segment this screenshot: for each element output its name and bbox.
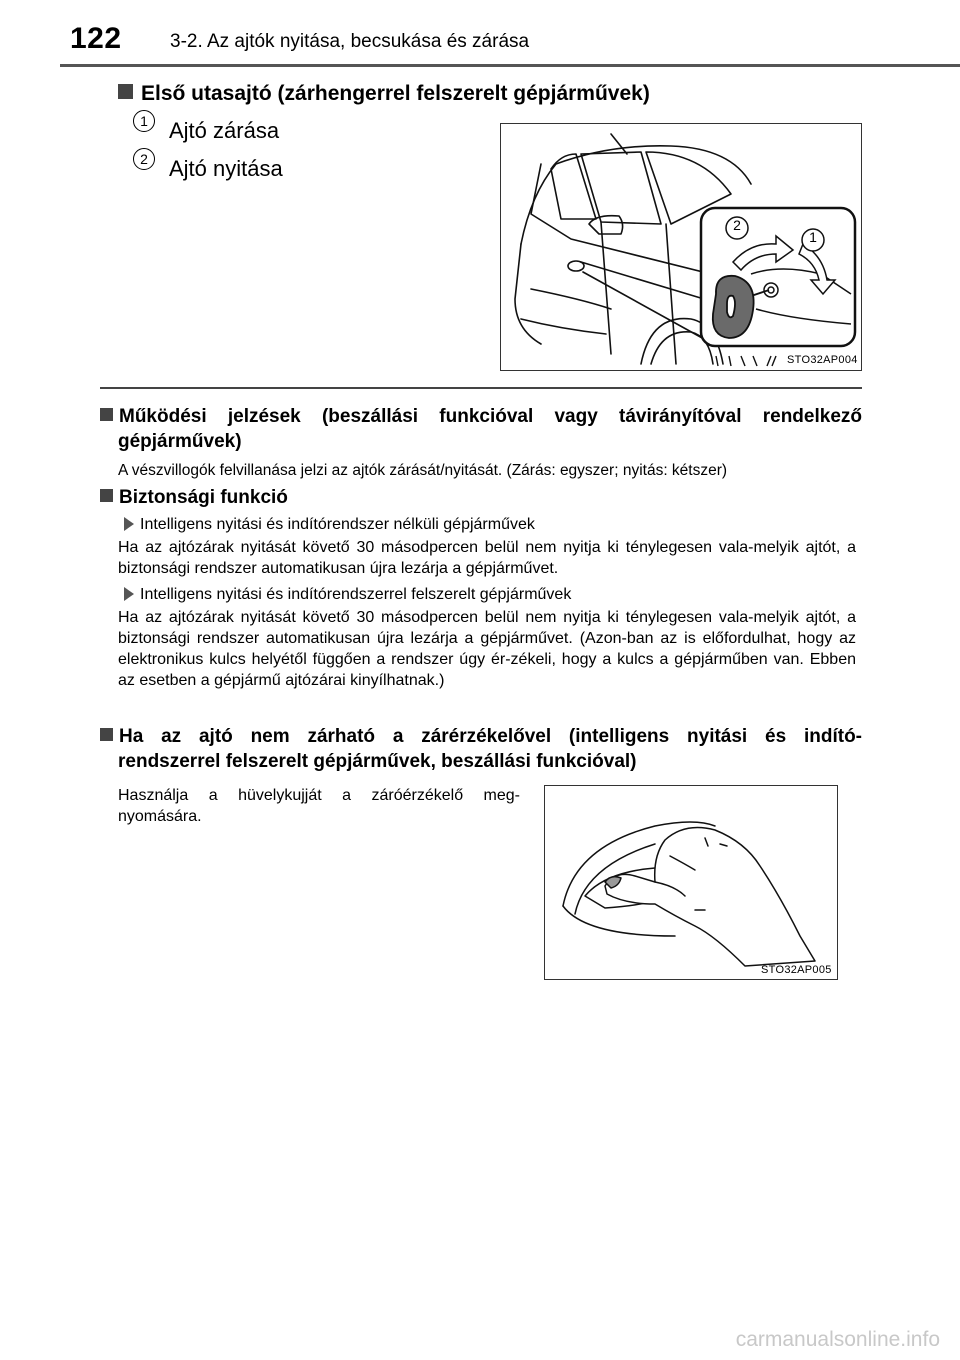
square-bullet-icon bbox=[100, 489, 113, 502]
sub-heading-with-smart: Intelligens nyitási és indítórendszerrel felszerelt gépjárművek bbox=[124, 584, 571, 605]
step-label: Ajtó zárása bbox=[169, 118, 280, 143]
page-number: 122 bbox=[70, 22, 122, 55]
watermark: carmanualsonline.info bbox=[735, 1328, 940, 1351]
security-text-2: Ha az ajtózárak nyitását követő 30 másodpercen belül nem nyitja ki ténylegesen vala-melyik ajtót, a biztonsági rendszer automatikusan újra lezárja a gépjárművet. (Azon-ban az is előfordulhat, hogy az elektronikus kulcs helyétől függően a rendszer úgy ér-zékeli, hogy a kulcs a gépjárműben van. Ebben az esetben a gépjármű ajtózárai kinyílhatnak.) bbox=[118, 609, 856, 689]
step-number-badge: 2 bbox=[133, 148, 155, 170]
car-door-illustration bbox=[501, 124, 861, 370]
callout-number: 2 bbox=[733, 217, 741, 233]
callout-number: 1 bbox=[809, 229, 817, 245]
signals-text: A vészvillogók felvillanása jelzi az ajtók zárását/nyitását. (Zárás: egyszer; nyitás: kétszer) bbox=[118, 462, 728, 479]
sub-heading-without-smart: Intelligens nyitási és indítórendszer nélküli gépjárművek bbox=[124, 514, 535, 535]
figure-hand-door-handle bbox=[544, 785, 838, 980]
step-label: Ajtó nyitása bbox=[169, 156, 283, 181]
section-title-front-door: Első utasajtó (zárhengerrel felszerelt gépjárművek) bbox=[118, 82, 650, 106]
section-title-signals: Működési jelzések (beszállási funkcióval vagy távirányítóval rendelkező gépjárművek) bbox=[100, 404, 862, 454]
lock-sensor-text: Használja a hüvelykujját a záróérzékelő meg-nyomására. bbox=[118, 787, 520, 825]
section-title-security: Biztonsági funkció bbox=[100, 485, 288, 510]
figure-code: STO32AP005 bbox=[761, 964, 832, 976]
square-bullet-icon bbox=[100, 408, 113, 421]
chapter-title: 3-2. Az ajtók nyitása, becsukása és zárása bbox=[170, 31, 530, 52]
square-bullet-icon bbox=[100, 728, 113, 741]
step-number-badge: 1 bbox=[133, 110, 155, 132]
triangle-bullet-icon bbox=[124, 517, 134, 531]
square-bullet-icon bbox=[118, 84, 133, 99]
figure-car-key-cylinder bbox=[500, 123, 862, 371]
step-unlock bbox=[133, 151, 283, 182]
section-divider bbox=[100, 387, 862, 389]
step-lock bbox=[133, 113, 280, 144]
security-text-1: Ha az ajtózárak nyitását követő 30 másodpercen belül nem nyitja ki ténylegesen vala-melyik ajtót, a biztonsági rendszer automatikusan újra lezárja a gépjárművet. bbox=[118, 539, 856, 577]
triangle-bullet-icon bbox=[124, 587, 134, 601]
hand-pressing-sensor-illustration bbox=[545, 786, 837, 979]
header-divider bbox=[60, 64, 960, 67]
section-title-lock-sensor: Ha az ajtó nem zárható a zárérzékelővel (intelligens nyitási és indító- rendszerrel felszerelt gépjárművek, beszállási funkcióval) bbox=[100, 724, 862, 774]
figure-code: STO32AP004 bbox=[787, 354, 858, 366]
